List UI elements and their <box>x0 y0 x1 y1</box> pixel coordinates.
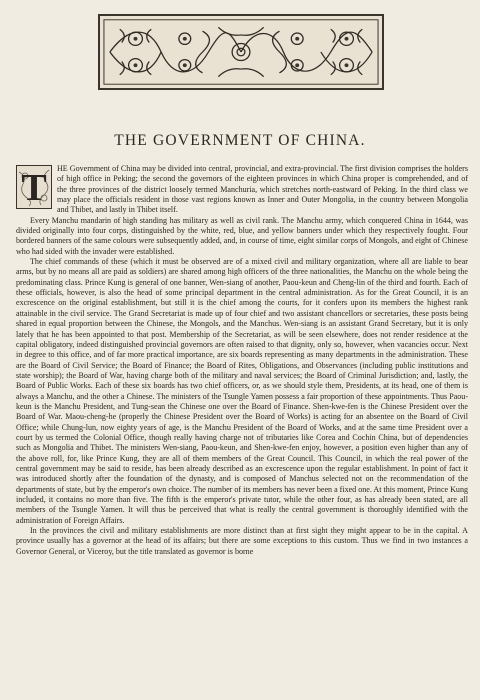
drop-cap <box>16 165 52 209</box>
paragraph-text: HE Government of China may be divided into central, provincial, and extra-provincial. The first division comprises the holders of high office in Peking; the second the governors of the eighteen provinces in which China proper is comprehended, and of the three provinces of the district loosely termed Manchuria, which stretches north-eastward of Peking. In the third class we may place the officials resident in those vast regions known as Inner and Outer Mongolia, in the country between Mongolia and Thibet, and lastly in Thibet itself. <box>57 164 468 215</box>
floral-scroll-ornament-icon <box>100 16 382 88</box>
header-ornament <box>98 14 384 90</box>
page-title: THE GOVERNMENT OF CHINA. <box>114 132 366 149</box>
article-body <box>16 164 468 557</box>
paragraph: The chief commands of these (which it must be observed are of a mixed civil and military organization, where all are liable to bear arms, but by no means all are paid as soldiers) are shared among high officers of the three nationalities, the Manchu on the whole being the predominating class. Prince Kung is general of one banner, Wen-siang of another, Paou-keun and Cheng-lin of the third and fourth. Each of these officials, however, is also the head of some principal department in the central administration. As for the Great Council, it is an excrescence on the original establishment, but still it is the chief among the courts, for it confers upon its members the highest rank attainable in the civil service. The Grand Secretariat is made up of four chief and two assistant chancellors or secretaries, these posts being shared in equal proportion between the Chinese, the Mongols, and the Manchus. Wen-siang is an assistant Grand Secretary, but it is only lately that he has been appointed to that post. Membership of the Secretariat, as will be seen elsewhere, does not render residence at the capital obligatory, indeed distinguished provincial governors are often raised to that dignity, only so, however, when vacancies occur. Next in degree to this office, and of far more practical importance, are six boards representing as many departments in the administration. These are the Board of Civil Service; the Board of Finance; the Board of Rites, Obligations, and Observances (including public institutions and state worship); the Board of War, having charge both of the military and naval services; the Board of Criminal Jurisdiction; and, lastly, the Board of Public Works. Each of these six boards has two chief officers, or, as we should style them, Presidents, at its head, one of them is always a Manchu, and the other a Chinese. The ministers of the Tsungle Yamen possess a fair proportion of these appointments. Thus Paou-keun is the Manchu President, and Tung-sean the Chinese one over the Board of Finance. Shen-kwe-fen is the Chinese President over the Board of War. Maou-cheng-he (properly the Chinese President over the Board of Works) is acting for an absentee on the Board of Civil Office; while Chung-lun, now eighty years of age, is the Manchu President of the Board of Works, and at the same time President over a court by us termed the Colonial Office, though really having charge not of tributaries like Corea and Cochin China, but of dependencies such as Mongolia and Thibet. The ministers Wen-siang, Paou-keun, and Shen-kwe-fen enjoy, however, a position even higher than any of the above roll, for, like Prince Kung, they are all of them members of the Great Council. This Council, in which the real power of the central government may be said to reside, has been already described as an excrescence upon the regular establishment. In point of fact it was introduced shortly after the foundation of the dynasty, and is composed of Manchus selected not on the recommendation of the departments of state, but by the emperor's own choice. The number of its members has never been a fixed one. At this moment, Prince Kung included, it contains no more than five. The fifth is the emperor's private tutor, while the other four, as has already been stated, are all members of the Tsungle Yamen. It will thus be perceived that what is really the central government is thoroughly identified with the administration of Foreign Affairs. <box>16 257 468 525</box>
paragraph: Every Manchu mandarin of high standing has military as well as civil rank. The Manchu army, which conquered China in 1644, was divided originally into four corps, distinguished by the white, red, blue, and yellow banners under which they respectively fought. Four bordered banners of the same colours were subsequently added, and, in course of time, eight similar corps of Mongols, and eight of Chinese who had sided with the invader were established. <box>16 215 468 256</box>
paragraph: In the provinces the civil and military establishments are more distinct than at first sight they might appear to be in the capital. A province usually has a governor at the head of its affairs; but there are some exceptions to this custom. Thus we find in two instances a Governor General, or Viceroy, but the title translated as governor is borne <box>16 526 468 556</box>
drop-cap-letter: T <box>21 167 47 209</box>
paragraph <box>16 164 468 216</box>
